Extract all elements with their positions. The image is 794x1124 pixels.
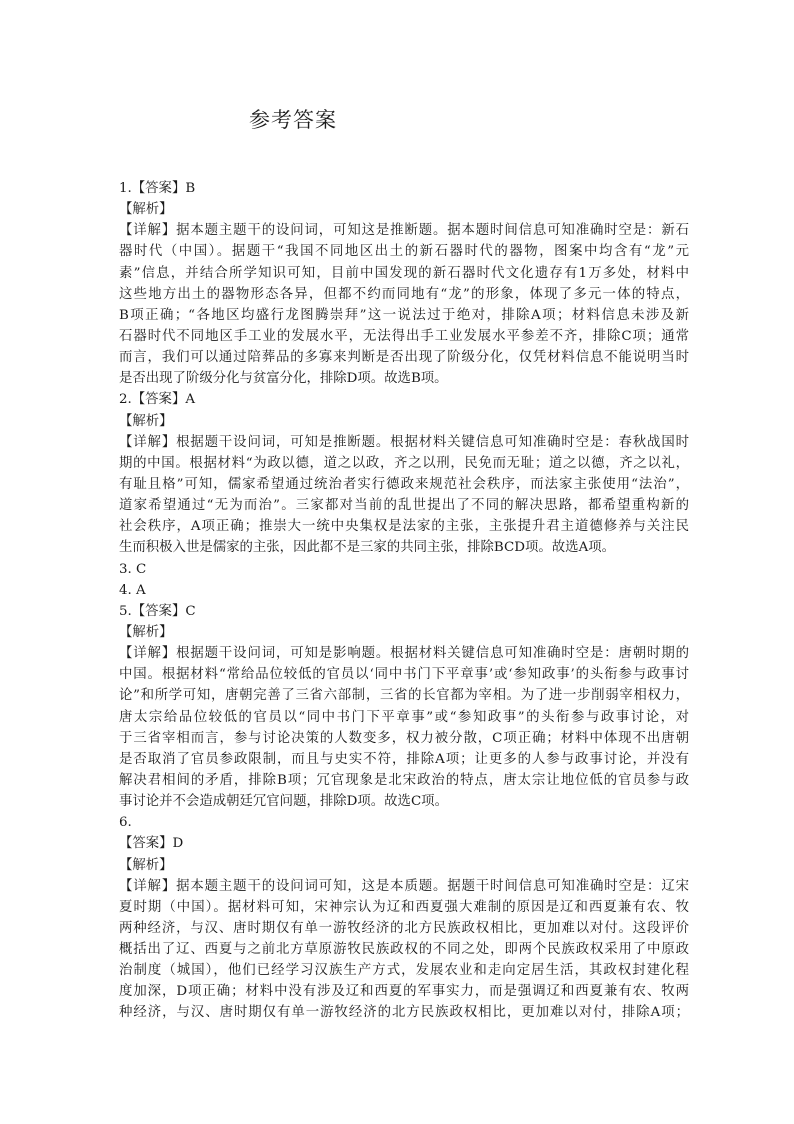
explanation-line: 而言，我们可以通过陪葬品的多寡来判断是否出现了阶级分化，仅凭材料信息不能说明当时 — [119, 350, 689, 366]
explanation-line: 于三省宰相而言，参与讨论决策的人数变多，权力被分散，C项正确；材料中体现不出唐朝 — [119, 730, 689, 746]
explanation-line: B项正确；“各地区均盛行龙图腾崇拜”这一说法过于绝对，排除A项；材料信息未涉及新 — [119, 307, 689, 323]
analysis-label: 【解析】 — [119, 202, 173, 218]
analysis-label: 【解析】 — [119, 857, 173, 873]
answer-6-heading: 【答案】D — [119, 836, 184, 852]
answer-content — [119, 178, 689, 1024]
explanation-line: 是否出现了阶级分化与贫富分化，排除D项。故选B项。 — [119, 371, 448, 387]
explanation-line: 期的中国。根据材料“为政以德，道之以政，齐之以刑，民免而无耻；道之以德，齐之以礼， — [119, 455, 689, 471]
analysis-label: 【解析】 — [119, 413, 173, 429]
explanation-line: 石器时代不同地区手工业的发展水平，无法得出手工业发展水平参差不齐，排除C项；通常 — [119, 328, 689, 344]
explanation-line: 道家希望通过“无为而治”。三家都对当前的乱世提出了不同的解决思路，都希望重构新的 — [119, 498, 689, 514]
explanation-line: 概括出了辽、西夏与之前北方草原游牧民族政权的不同之处，即两个民族政权采用了中原政 — [119, 942, 689, 958]
explanation-line: 生而积极入世是儒家的主张，因此都不是三家的共同主张，排除BCD项。故选A项。 — [119, 540, 616, 556]
answer-4-heading: 4. A — [119, 582, 146, 598]
answer-3-heading: 3. C — [119, 561, 147, 577]
explanation-line: 种经济，与汉、唐时期仅有单一游牧经济的北方民族政权相比，更加难以对付，排除A项； — [119, 1005, 689, 1021]
explanation-line: 唐太宗给品位较低的官员以“同中书门下平章事”或“参知政事”的头衔参与政事讨论，对 — [119, 709, 689, 725]
answer-5-heading: 5.【答案】C — [119, 603, 196, 619]
analysis-label: 【解析】 — [119, 624, 173, 640]
explanation-line: 【详解】根据题干设问词，可知是推断题。根据材料关键信息可知准确时空是：春秋战国时 — [119, 434, 689, 450]
explanation-line: 社会秩序，A项正确；推崇大一统中央集权是法家的主张，主张提升君主道德修养与关注民 — [119, 519, 689, 535]
explanation-line: 这些地方出土的器物形态各异，但都不约而同地有“龙”的形象，体现了多元一体的特点， — [119, 286, 689, 302]
explanation-line: 夏时期（中国）。据材料可知，宋神宗认为辽和西夏强大难制的原因是辽和西夏兼有农、牧 — [119, 899, 689, 915]
explanation-line: 度加深，D项正确；材料中没有涉及辽和西夏的军事实力，而是强调辽和西夏兼有农、牧两 — [119, 984, 689, 1000]
explanation-line: 素”信息，并结合所学知识可知，目前中国发现的新石器时代文化遗存有1万多处，材料中 — [119, 265, 689, 281]
explanation-line: 治制度（城国），他们已经学习汉族生产方式，发展农业和走向定居生活，其政权封建化程 — [119, 963, 689, 979]
explanation-line: 【详解】据本题主题干的设问词可知，这是本质题。据题干时间信息可知准确时空是：辽宋 — [119, 878, 689, 894]
explanation-line: 两种经济，与汉、唐时期仅有单一游牧经济的北方民族政权相比，更加难以对付。这段评价 — [119, 920, 689, 936]
explanation-line: 器时代（中国）。据题干“我国不同地区出土的新石器时代的器物，图案中均含有“龙”元 — [119, 244, 689, 260]
explanation-line: 论”和所学可知，唐朝完善了三省六部制，三省的长官都为宰相。为了进一步削弱宰相权力， — [119, 688, 689, 704]
explanation-line: 【详解】据本题主题干的设问词，可知这是推断题。据本题时间信息可知准确时空是：新石 — [119, 223, 689, 239]
answer-2-heading: 2.【答案】A — [119, 392, 196, 408]
explanation-line: 有耻且格”可知，儒家希望通过统治者实行德政来规范社会秩序，而法家主张使用“法治”， — [119, 476, 689, 492]
page-title: 参考答案 — [249, 108, 337, 132]
explanation-line: 解决君相间的矛盾，排除B项；冗官现象是北宋政治的特点，唐太宗让地位低的官员参与政 — [119, 772, 689, 788]
explanation-line: 【详解】根据题干设问词，可知是影响题。根据材料关键信息可知准确时空是：唐朝时期的 — [119, 646, 689, 662]
answer-1-heading: 1.【答案】B — [119, 181, 196, 196]
explanation-line: 中国。根据材料“常给品位较低的官员以‘同中书门下平章事’或‘参知政事’的头衔参与政事讨 — [119, 667, 689, 683]
explanation-line: 是否取消了官员参政限制，而且与史实不符，排除A项；让更多的人参与政事讨论，并没有 — [119, 751, 689, 767]
explanation-line: 事讨论并不会造成朝廷冗官问题，排除D项。故选C项。 — [119, 794, 448, 810]
answer-6-number: 6. — [119, 815, 132, 831]
